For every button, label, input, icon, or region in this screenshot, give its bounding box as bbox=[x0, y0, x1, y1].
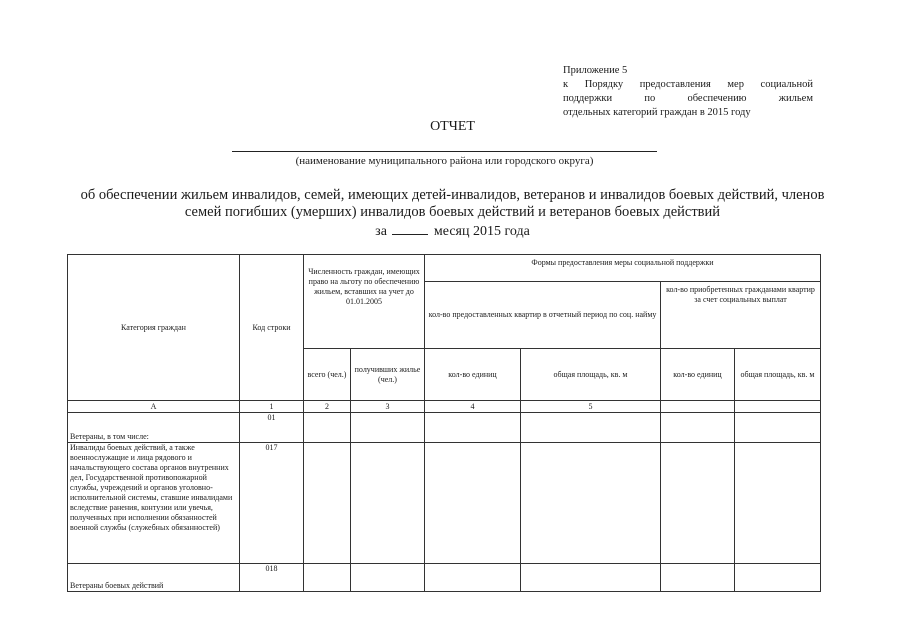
data-cell bbox=[351, 443, 425, 564]
row-category: Ветераны боевых действий bbox=[68, 564, 240, 592]
column-number: А bbox=[68, 401, 240, 413]
appendix-word: социальной bbox=[760, 79, 813, 90]
header-apartments-purchased: кол-во приобретенных гражданами квартир за счет социальных выплат bbox=[661, 282, 821, 349]
data-cell bbox=[521, 564, 661, 592]
column-number: 1 bbox=[240, 401, 304, 413]
row-category: Инвалиды боевых действий, а также военнослужащие и лица рядового и начальствующего состава органов внутренних дел, Государственной противопожарной службы, учреждений и органов уголовно- исполнительной системы, ставшие инвалидами вследствие ранения, контузии или увечья, полученных при исполнении обязанностей военной службы (служебных обязанностей) bbox=[68, 443, 240, 564]
data-cell bbox=[521, 443, 661, 564]
header-eligible-count: Численность граждан, имеющих право на льготу по обеспечению жильем, вставших на учет до 01.01.2005 bbox=[304, 255, 425, 349]
data-cell bbox=[735, 443, 821, 564]
column-number: 5 bbox=[521, 401, 661, 413]
appendix-line-2 bbox=[563, 78, 813, 92]
column-number: 3 bbox=[351, 401, 425, 413]
header-row-code: Код строки bbox=[240, 255, 304, 401]
empty-cell bbox=[661, 401, 735, 413]
appendix-note bbox=[563, 64, 813, 120]
report-subject bbox=[60, 187, 845, 221]
appendix-word: жильем bbox=[778, 93, 813, 104]
header-units-purchased: кол-во единиц bbox=[661, 349, 735, 401]
appendix-word: по bbox=[644, 93, 656, 104]
header-received-housing: получивших жилье (чел.) bbox=[351, 349, 425, 401]
appendix-word: поддержки bbox=[563, 93, 613, 104]
appendix-word: Порядку bbox=[584, 79, 624, 90]
appendix-word: предоставления bbox=[639, 79, 711, 90]
header-area-purchased: общая площадь, кв. м bbox=[735, 349, 821, 401]
header-apartments-provided: кол-во предоставленных квартир в отчетный период по соц. найму bbox=[425, 282, 661, 349]
report-subject-line-2: семей погибших (умерших) инвалидов боевых действий и ветеранов боевых действий bbox=[184, 204, 721, 220]
data-cell bbox=[735, 564, 821, 592]
column-number: 2 bbox=[304, 401, 351, 413]
table-row bbox=[68, 413, 821, 443]
row-category: Ветераны, в том числе: bbox=[68, 413, 240, 443]
header-total: всего (чел.) bbox=[304, 349, 351, 401]
column-number: 4 bbox=[425, 401, 521, 413]
municipality-caption: (наименование муниципального района или городского округа) bbox=[295, 155, 594, 167]
month-blank bbox=[392, 222, 428, 235]
data-cell bbox=[304, 443, 351, 564]
table-row bbox=[68, 443, 821, 564]
data-cell bbox=[425, 443, 521, 564]
data-cell bbox=[735, 413, 821, 443]
data-cell bbox=[661, 413, 735, 443]
report-subject-line-1: об обеспечении жильем инвалидов, семей, имеющих детей-инвалидов, ветеранов и инвалидов боевых действий, членов bbox=[80, 187, 825, 203]
data-cell bbox=[521, 413, 661, 443]
row-code: 018 bbox=[240, 564, 304, 592]
appendix-word: мер bbox=[727, 79, 744, 90]
municipality-name-line bbox=[232, 151, 657, 152]
appendix-word: к bbox=[563, 79, 569, 90]
data-cell bbox=[351, 564, 425, 592]
appendix-line-1: Приложение 5 bbox=[563, 65, 628, 76]
data-cell bbox=[425, 564, 521, 592]
period-prefix: за bbox=[375, 224, 387, 239]
header-category: Категория граждан bbox=[68, 255, 240, 401]
appendix-line-4: отдельных категорий граждан в 2015 году bbox=[563, 107, 751, 118]
table-row bbox=[68, 564, 821, 592]
empty-cell bbox=[735, 401, 821, 413]
data-cell bbox=[304, 413, 351, 443]
report-period bbox=[0, 222, 905, 240]
data-cell bbox=[351, 413, 425, 443]
report-title: ОТЧЕТ bbox=[430, 119, 475, 134]
data-cell bbox=[661, 443, 735, 564]
header-support-forms: Формы предоставления меры социальной поддержки bbox=[425, 255, 821, 282]
header-units-provided: кол-во единиц bbox=[425, 349, 521, 401]
row-code: 017 bbox=[240, 443, 304, 564]
appendix-line-3 bbox=[563, 92, 813, 106]
period-suffix: месяц 2015 года bbox=[433, 224, 530, 239]
data-cell bbox=[661, 564, 735, 592]
header-area-provided: общая площадь, кв. м bbox=[521, 349, 661, 401]
data-cell bbox=[425, 413, 521, 443]
appendix-word: обеспечению bbox=[687, 93, 747, 104]
row-code: 01 bbox=[240, 413, 304, 443]
report-table bbox=[67, 254, 821, 592]
data-cell bbox=[304, 564, 351, 592]
